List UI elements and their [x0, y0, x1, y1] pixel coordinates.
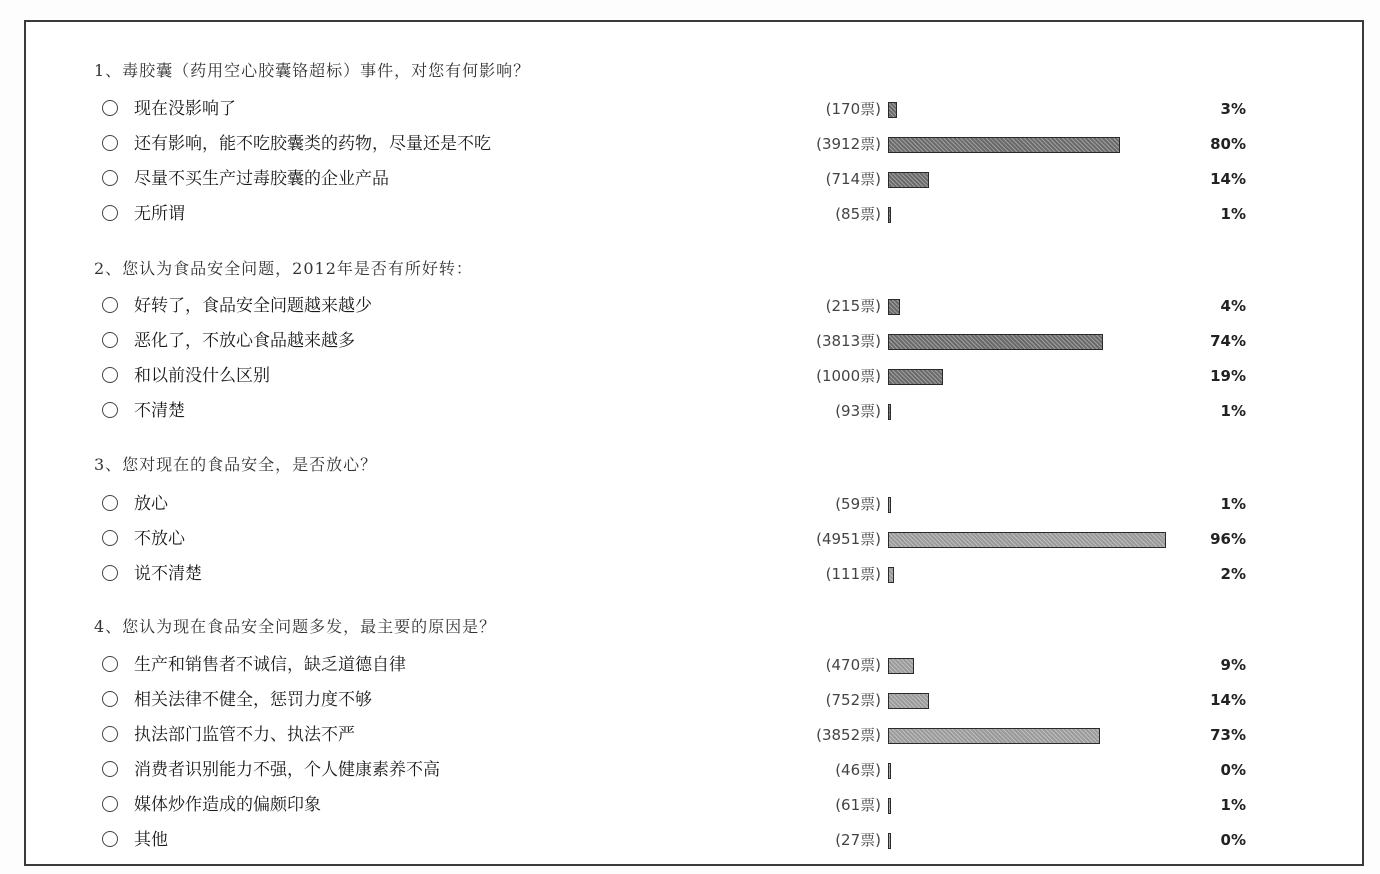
- vote-count: (752票): [825, 691, 881, 709]
- result-bar-track: [888, 102, 1188, 118]
- vote-percent: 0%: [1220, 831, 1246, 849]
- result-bar-track: [888, 404, 1188, 420]
- option-label[interactable]: 放心: [134, 494, 168, 514]
- option-label[interactable]: 不清楚: [134, 401, 185, 421]
- result-bar-track: [888, 658, 1188, 674]
- result-bar: [888, 334, 1103, 350]
- option-row: [26, 825, 1366, 855]
- option-radio[interactable]: [102, 100, 118, 116]
- result-bar: [888, 693, 929, 709]
- vote-count: (714票): [825, 170, 881, 188]
- option-row: [26, 720, 1366, 750]
- result-bar: [888, 137, 1120, 153]
- vote-percent: 1%: [1220, 796, 1246, 814]
- option-label[interactable]: 说不清楚: [134, 564, 202, 584]
- vote-count: (93票): [835, 402, 881, 420]
- vote-percent: 96%: [1210, 530, 1246, 548]
- vote-count: (4951票): [816, 530, 881, 548]
- result-bar: [888, 497, 891, 513]
- vote-percent: 80%: [1210, 135, 1246, 153]
- result-bar-track: [888, 833, 1188, 849]
- result-bar-track: [888, 137, 1188, 153]
- question-title: 2、您认为食品安全问题，2012年是否有所好转：: [94, 259, 473, 278]
- vote-count: (111票): [825, 565, 881, 583]
- option-radio[interactable]: [102, 761, 118, 777]
- option-row: [26, 129, 1366, 159]
- option-label[interactable]: 相关法律不健全，惩罚力度不够: [134, 690, 372, 710]
- option-row: [26, 396, 1366, 426]
- option-row: [26, 685, 1366, 715]
- result-bar: [888, 833, 891, 849]
- result-bar-track: [888, 693, 1188, 709]
- vote-percent: 1%: [1220, 205, 1246, 223]
- vote-percent: 14%: [1210, 691, 1246, 709]
- result-bar-track: [888, 497, 1188, 513]
- option-label[interactable]: 还有影响，能不吃胶囊类的药物，尽量还是不吃: [134, 134, 491, 154]
- option-label[interactable]: 消费者识别能力不强，个人健康素养不高: [134, 760, 440, 780]
- option-radio[interactable]: [102, 831, 118, 847]
- option-radio[interactable]: [102, 691, 118, 707]
- result-bar: [888, 299, 900, 315]
- option-radio[interactable]: [102, 726, 118, 742]
- option-label[interactable]: 好转了，食品安全问题越来越少: [134, 296, 372, 316]
- vote-count: (170票): [825, 100, 881, 118]
- result-bar-track: [888, 728, 1188, 744]
- result-bar: [888, 102, 897, 118]
- option-label[interactable]: 媒体炒作造成的偏颇印象: [134, 795, 321, 815]
- vote-percent: 73%: [1210, 726, 1246, 744]
- result-bar: [888, 532, 1166, 548]
- option-label[interactable]: 无所谓: [134, 204, 185, 224]
- option-radio[interactable]: [102, 656, 118, 672]
- vote-percent: 1%: [1220, 495, 1246, 513]
- result-bar: [888, 369, 943, 385]
- question-title: 3、您对现在的食品安全，是否放心？: [94, 455, 378, 474]
- option-radio[interactable]: [102, 565, 118, 581]
- option-row: [26, 94, 1366, 124]
- vote-count: (3852票): [816, 726, 881, 744]
- question-title: 4、您认为现在食品安全问题多发，最主要的原因是？: [94, 617, 497, 636]
- option-radio[interactable]: [102, 367, 118, 383]
- vote-count: (46票): [835, 761, 881, 779]
- option-radio[interactable]: [102, 332, 118, 348]
- result-bar-track: [888, 369, 1188, 385]
- option-radio[interactable]: [102, 297, 118, 313]
- vote-percent: 4%: [1220, 297, 1246, 315]
- option-row: [26, 361, 1366, 391]
- vote-percent: 1%: [1220, 402, 1246, 420]
- vote-percent: 3%: [1220, 100, 1246, 118]
- result-bar-track: [888, 299, 1188, 315]
- result-bar: [888, 172, 929, 188]
- option-label[interactable]: 生产和销售者不诚信，缺乏道德自律: [134, 655, 406, 675]
- vote-percent: 2%: [1220, 565, 1246, 583]
- option-radio[interactable]: [102, 530, 118, 546]
- result-bar: [888, 728, 1100, 744]
- vote-percent: 74%: [1210, 332, 1246, 350]
- option-label[interactable]: 其他: [134, 830, 168, 850]
- option-row: [26, 489, 1366, 519]
- result-bar: [888, 658, 914, 674]
- option-row: [26, 164, 1366, 194]
- vote-count: (3912票): [816, 135, 881, 153]
- result-bar-track: [888, 567, 1188, 583]
- option-radio[interactable]: [102, 495, 118, 511]
- option-label[interactable]: 恶化了，不放心食品越来越多: [134, 331, 355, 351]
- survey-panel: [24, 20, 1364, 866]
- result-bar-track: [888, 798, 1188, 814]
- option-radio[interactable]: [102, 135, 118, 151]
- vote-count: (215票): [825, 297, 881, 315]
- result-bar: [888, 798, 891, 814]
- result-bar-track: [888, 334, 1188, 350]
- option-row: [26, 755, 1366, 785]
- option-label[interactable]: 不放心: [134, 529, 185, 549]
- vote-percent: 19%: [1210, 367, 1246, 385]
- option-label[interactable]: 尽量不买生产过毒胶囊的企业产品: [134, 169, 389, 189]
- option-row: [26, 524, 1366, 554]
- option-row: [26, 650, 1366, 680]
- option-radio[interactable]: [102, 170, 118, 186]
- vote-count: (1000票): [816, 367, 881, 385]
- result-bar: [888, 207, 891, 223]
- option-row: [26, 199, 1366, 229]
- result-bar: [888, 763, 891, 779]
- option-label[interactable]: 现在没影响了: [134, 99, 236, 119]
- result-bar-track: [888, 532, 1188, 548]
- question-title: 1、毒胶囊（药用空心胶囊铬超标）事件，对您有何影响？: [94, 61, 531, 80]
- vote-percent: 14%: [1210, 170, 1246, 188]
- option-label[interactable]: 执法部门监管不力、执法不严: [134, 725, 355, 745]
- vote-count: (470票): [825, 656, 881, 674]
- option-row: [26, 291, 1366, 321]
- option-label[interactable]: 和以前没什么区别: [134, 366, 270, 386]
- vote-count: (85票): [835, 205, 881, 223]
- option-row: [26, 326, 1366, 356]
- option-radio[interactable]: [102, 796, 118, 812]
- result-bar: [888, 567, 894, 583]
- option-row: [26, 790, 1366, 820]
- vote-count: (59票): [835, 495, 881, 513]
- result-bar: [888, 404, 891, 420]
- vote-count: (3813票): [816, 332, 881, 350]
- vote-percent: 9%: [1220, 656, 1246, 674]
- option-radio[interactable]: [102, 402, 118, 418]
- result-bar-track: [888, 207, 1188, 223]
- result-bar-track: [888, 172, 1188, 188]
- vote-count: (27票): [835, 831, 881, 849]
- option-radio[interactable]: [102, 205, 118, 221]
- vote-count: (61票): [835, 796, 881, 814]
- option-row: [26, 559, 1366, 589]
- result-bar-track: [888, 763, 1188, 779]
- vote-percent: 0%: [1220, 761, 1246, 779]
